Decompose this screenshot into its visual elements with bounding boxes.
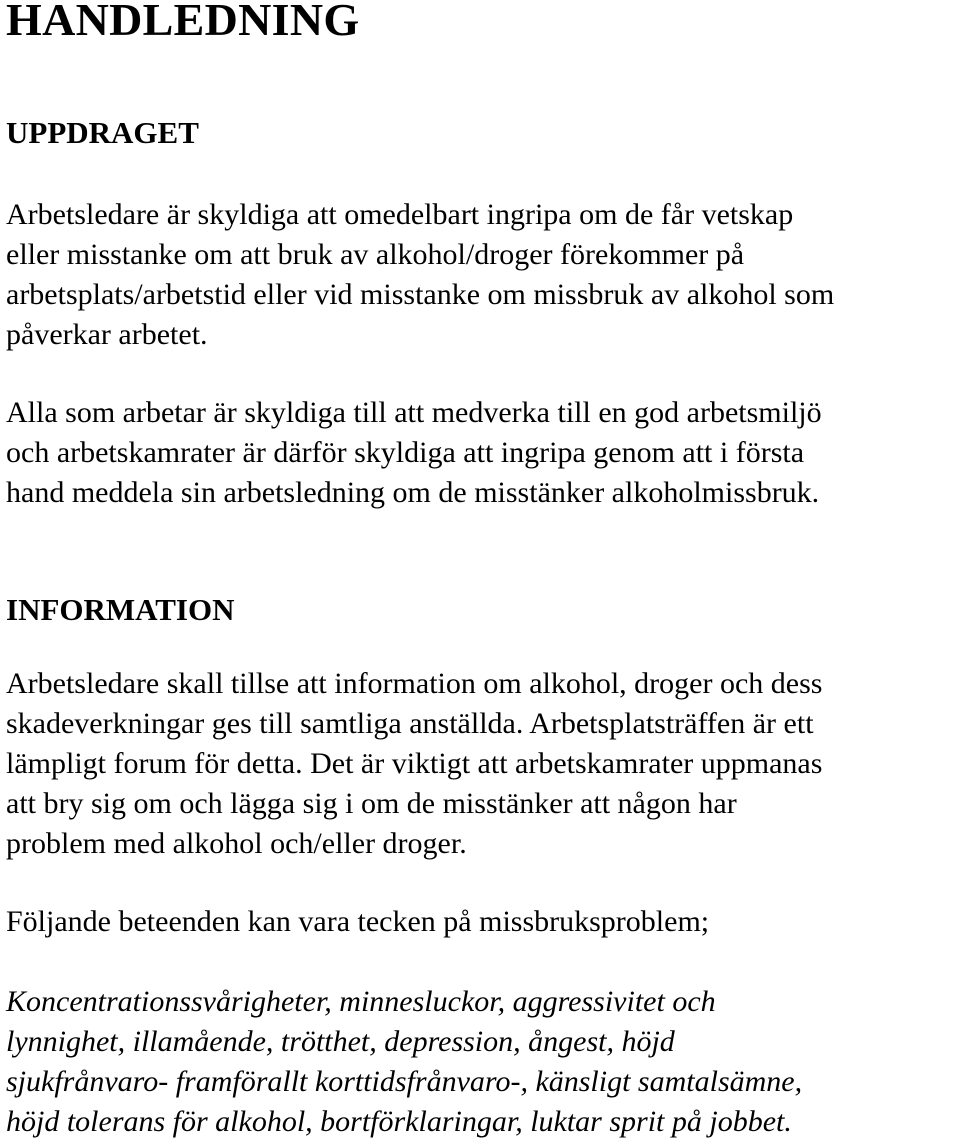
text-line: Alla som arbetar är skyldiga till att medverka till en god arbetsmiljö xyxy=(6,396,822,429)
text-line: problem med alkohol och/eller droger. xyxy=(6,827,467,860)
document-title: HANDLEDNING xyxy=(6,0,360,45)
section-heading-information: INFORMATION xyxy=(6,592,235,627)
text-line: Arbetsledare skall tillse att information om alkohol, droger och dess xyxy=(6,667,823,700)
text-line: sjukfrånvaro- framförallt korttidsfrånvaro-, känsligt samtalsämne, xyxy=(6,1065,803,1098)
paragraph-arbetsledare-skyldiga xyxy=(6,195,956,355)
section-heading-uppdraget: UPPDRAGET xyxy=(6,115,199,150)
text-line: arbetsplats/arbetstid eller vid misstanke om missbruk av alkohol som xyxy=(6,278,835,311)
paragraph-foljande-beteenden xyxy=(6,902,956,942)
text-line: höjd tolerans för alkohol, bortförklaringar, luktar sprit på jobbet. xyxy=(6,1105,792,1138)
text-line: eller misstanke om att bruk av alkohol/droger förekommer på xyxy=(6,238,745,271)
text-line: att bry sig om och lägga sig i om de misstänker att någon har xyxy=(6,787,737,820)
text-line: lynnighet, illamående, trötthet, depression, ångest, höjd xyxy=(6,1025,675,1058)
paragraph-information xyxy=(6,664,956,864)
text-line: lämpligt forum för detta. Det är viktigt att arbetskamrater uppmanas xyxy=(6,747,823,780)
paragraph-alla-som-arbetar xyxy=(6,393,956,513)
text-line: Arbetsledare är skyldiga att omedelbart ingripa om de får vetskap xyxy=(6,198,794,231)
text-line: skadeverkningar ges till samtliga anställda. Arbetsplatsträffen är ett xyxy=(6,707,814,740)
text-line: Följande beteenden kan vara tecken på missbruksproblem; xyxy=(6,905,710,938)
text-line: Koncentrationssvårigheter, minnesluckor, aggressivitet och xyxy=(6,985,716,1018)
paragraph-symptom-list xyxy=(6,982,956,1142)
text-line: påverkar arbetet. xyxy=(6,318,208,351)
text-line: hand meddela sin arbetsledning om de misstänker alkoholmissbruk. xyxy=(6,476,820,509)
text-line: och arbetskamrater är därför skyldiga att ingripa genom att i första xyxy=(6,436,805,469)
